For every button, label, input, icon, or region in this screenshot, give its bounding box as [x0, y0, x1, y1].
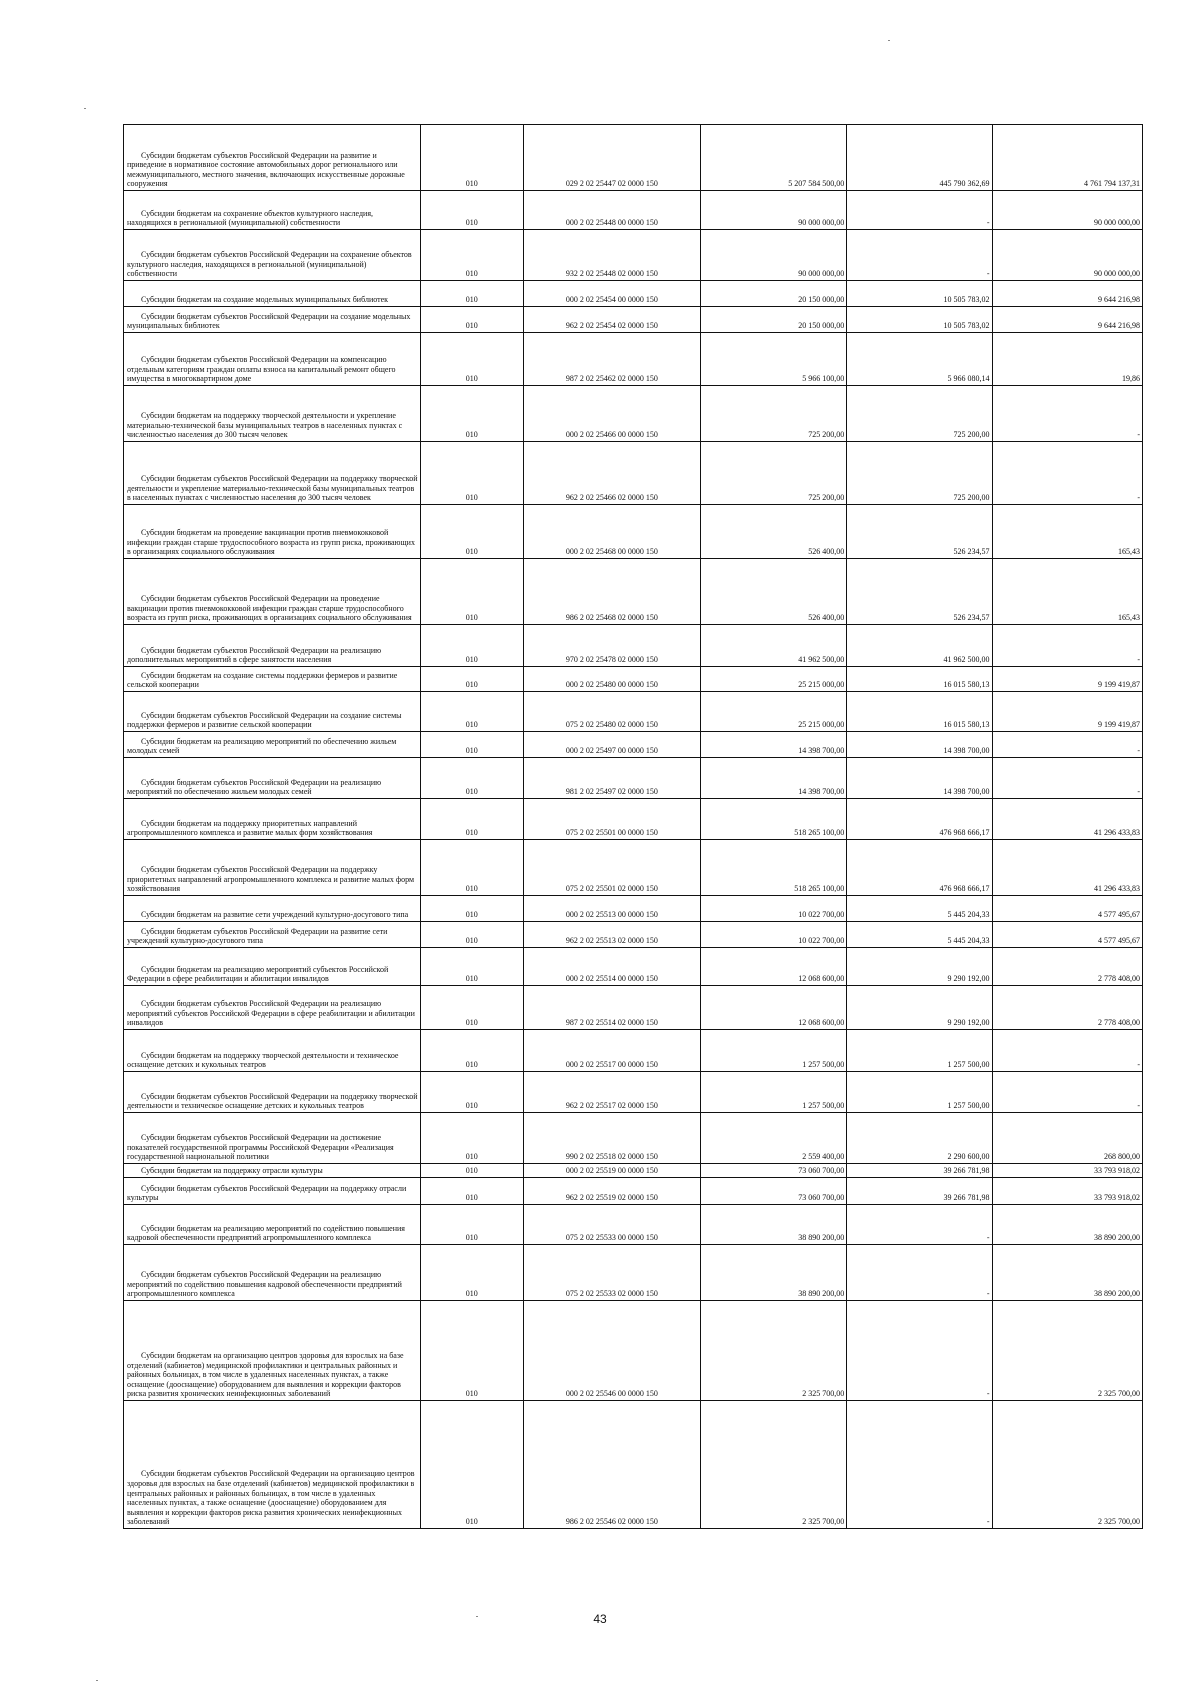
row-description: [124, 1030, 421, 1072]
row-description: [124, 758, 421, 799]
row-approved-amount: 12 068 600,00: [700, 986, 846, 1030]
row-code: 010: [420, 799, 523, 840]
row-description: [124, 1205, 421, 1245]
row-code: 010: [420, 442, 523, 505]
table-row: [124, 1205, 1143, 1245]
table-row: [124, 1301, 1143, 1401]
row-description-text: Субсидии бюджетам субъектов Российской Федерации на достижение показателей государственной программы Российской Федерации «Реализация государственной национальной политики: [127, 1133, 394, 1162]
table-row: [124, 333, 1143, 386]
row-approved-amount: 10 022 700,00: [700, 896, 846, 922]
row-code: 010: [420, 333, 523, 386]
budget-execution-table: [123, 124, 1143, 1529]
table-row: [124, 191, 1143, 230]
row-approved-amount: 10 022 700,00: [700, 922, 846, 948]
row-code: 010: [420, 505, 523, 559]
table-row: [124, 799, 1143, 840]
row-description: [124, 230, 421, 281]
row-approved-amount: 14 398 700,00: [700, 758, 846, 799]
row-description-text: Субсидии бюджетам субъектов Российской Федерации на компенсацию отдельным категориям граждан оплаты взноса на капитальный ремонт общего имущества в многоквартирном доме: [127, 355, 396, 384]
row-kbk-code: 000 2 02 25497 00 0000 150: [523, 732, 700, 758]
table-row: [124, 896, 1143, 922]
row-description-text: Субсидии бюджетам на поддержку приоритетных направлений агропромышленного комплекса и развитие малых форм хозяйствования: [127, 818, 373, 838]
row-description: [124, 1401, 421, 1529]
row-code: 010: [420, 307, 523, 333]
row-kbk-code: 990 2 02 25518 02 0000 150: [523, 1113, 700, 1164]
row-description: [124, 281, 421, 307]
row-code: 010: [420, 758, 523, 799]
row-executed-amount: 725 200,00: [847, 442, 992, 505]
row-unexecuted-amount: 4 577 495,67: [992, 896, 1142, 922]
row-kbk-code: 000 2 02 25517 00 0000 150: [523, 1030, 700, 1072]
row-unexecuted-amount: 41 296 433,83: [992, 840, 1142, 896]
table-row: [124, 505, 1143, 559]
row-approved-amount: 5 966 100,00: [700, 333, 846, 386]
row-description-text: Субсидии бюджетам на поддержку отрасли культуры: [141, 1166, 323, 1176]
row-approved-amount: 41 962 500,00: [700, 625, 846, 667]
row-kbk-code: 000 2 02 25546 00 0000 150: [523, 1301, 700, 1401]
row-kbk-code: 075 2 02 25501 02 0000 150: [523, 840, 700, 896]
row-description: [124, 559, 421, 625]
row-description: [124, 307, 421, 333]
row-description-text: Субсидии бюджетам на создание модельных муниципальных библиотек: [141, 295, 389, 305]
row-unexecuted-amount: 9 644 216,98: [992, 307, 1142, 333]
row-unexecuted-amount: 165,43: [992, 559, 1142, 625]
table-row: [124, 386, 1143, 442]
row-code: 010: [420, 948, 523, 986]
row-unexecuted-amount: -: [992, 1030, 1142, 1072]
row-description: [124, 986, 421, 1030]
row-executed-amount: -: [847, 230, 992, 281]
row-unexecuted-amount: 41 296 433,83: [992, 799, 1142, 840]
row-unexecuted-amount: 9 199 419,87: [992, 667, 1142, 692]
row-approved-amount: 25 215 000,00: [700, 667, 846, 692]
row-description-text: Субсидии бюджетам субъектов Российской Федерации на реализацию мероприятий по обеспечению жильем молодых семей: [127, 777, 382, 797]
row-unexecuted-amount: 9 199 419,87: [992, 692, 1142, 732]
row-code: 010: [420, 1113, 523, 1164]
table-row: [124, 1245, 1143, 1301]
row-description: [124, 922, 421, 948]
row-code: 010: [420, 191, 523, 230]
row-description: [124, 386, 421, 442]
row-executed-amount: 9 290 192,00: [847, 948, 992, 986]
row-description: [124, 1113, 421, 1164]
row-executed-amount: 1 257 500,00: [847, 1072, 992, 1113]
table-row: [124, 281, 1143, 307]
scan-speck: [96, 1680, 98, 1681]
row-approved-amount: 90 000 000,00: [700, 230, 846, 281]
row-kbk-code: 986 2 02 25546 02 0000 150: [523, 1401, 700, 1529]
row-description-text: Субсидии бюджетам на реализацию мероприятий по обеспечению жильем молодых семей: [127, 736, 397, 756]
row-unexecuted-amount: 9 644 216,98: [992, 281, 1142, 307]
row-unexecuted-amount: 33 793 918,02: [992, 1178, 1142, 1205]
row-unexecuted-amount: 90 000 000,00: [992, 191, 1142, 230]
row-code: 010: [420, 1401, 523, 1529]
row-kbk-code: 962 2 02 25519 02 0000 150: [523, 1178, 700, 1205]
row-description-text: Субсидии бюджетам субъектов Российской Федерации на создание системы поддержки фермеров и развитие сельской кооперации: [127, 710, 402, 730]
row-kbk-code: 029 2 02 25447 02 0000 150: [523, 125, 700, 191]
row-executed-amount: 476 968 666,17: [847, 799, 992, 840]
row-code: 010: [420, 230, 523, 281]
row-unexecuted-amount: 268 800,00: [992, 1113, 1142, 1164]
row-executed-amount: -: [847, 1301, 992, 1401]
table-row: [124, 692, 1143, 732]
row-executed-amount: 445 790 362,69: [847, 125, 992, 191]
row-executed-amount: 39 266 781,98: [847, 1178, 992, 1205]
row-description-text: Субсидии бюджетам субъектов Российской Федерации на поддержку отрасли культуры: [127, 1183, 407, 1203]
row-unexecuted-amount: -: [992, 1072, 1142, 1113]
row-executed-amount: 16 015 580,13: [847, 692, 992, 732]
row-description-text: Субсидии бюджетам субъектов Российской Федерации на реализацию мероприятий по содействию повышения кадровой обеспеченности предприятий агропромышленного комплекса: [127, 1270, 402, 1299]
row-executed-amount: 526 234,57: [847, 505, 992, 559]
row-code: 010: [420, 732, 523, 758]
table-row: [124, 1030, 1143, 1072]
table-row: [124, 732, 1143, 758]
row-unexecuted-amount: 38 890 200,00: [992, 1205, 1142, 1245]
row-approved-amount: 20 150 000,00: [700, 307, 846, 333]
row-kbk-code: 000 2 02 25466 00 0000 150: [523, 386, 700, 442]
row-executed-amount: -: [847, 1205, 992, 1245]
row-description-text: Субсидии бюджетам на поддержку творческой деятельности и укрепление материально-технической базы муниципальных театров в населенных пунктах с численностью населения до 300 тысяч человек: [127, 411, 403, 440]
row-description-text: Субсидии бюджетам на развитие сети учреждений культурно-досугового типа: [141, 910, 409, 920]
row-unexecuted-amount: 2 778 408,00: [992, 986, 1142, 1030]
table-row: [124, 986, 1143, 1030]
row-approved-amount: 518 265 100,00: [700, 840, 846, 896]
row-unexecuted-amount: 4 577 495,67: [992, 922, 1142, 948]
table-row: [124, 1113, 1143, 1164]
row-description: [124, 442, 421, 505]
row-kbk-code: 000 2 02 25454 00 0000 150: [523, 281, 700, 307]
table-row: [124, 1072, 1143, 1113]
row-code: 010: [420, 1245, 523, 1301]
row-approved-amount: 518 265 100,00: [700, 799, 846, 840]
row-unexecuted-amount: 90 000 000,00: [992, 230, 1142, 281]
row-description-text: Субсидии бюджетам на организацию центров здоровья для взрослых на базе отделений (кабинетов) медицинской профилактики и центральных районных и районных больницах, в том числе в удаленных населенных пунктах, а также оснащение (дооснащение) оборудованием для выявления и коррекции факторов риска развития хронических неинфекционных заболеваний: [127, 1351, 404, 1399]
row-approved-amount: 1 257 500,00: [700, 1072, 846, 1113]
row-code: 010: [420, 625, 523, 667]
row-code: 010: [420, 1030, 523, 1072]
row-executed-amount: 2 290 600,00: [847, 1113, 992, 1164]
row-unexecuted-amount: 38 890 200,00: [992, 1245, 1142, 1301]
row-code: 010: [420, 922, 523, 948]
row-description-text: Субсидии бюджетам субъектов Российской Федерации на поддержку творческой деятельности и укрепление материально-технической базы муниципальных театров в населенных пунктах с численностью населения до 300 тысяч человек: [127, 474, 418, 503]
row-approved-amount: 526 400,00: [700, 505, 846, 559]
row-kbk-code: 075 2 02 25533 02 0000 150: [523, 1245, 700, 1301]
row-code: 010: [420, 667, 523, 692]
row-unexecuted-amount: -: [992, 386, 1142, 442]
row-code: 010: [420, 840, 523, 896]
row-approved-amount: 73 060 700,00: [700, 1178, 846, 1205]
row-kbk-code: 962 2 02 25517 02 0000 150: [523, 1072, 700, 1113]
row-description-text: Субсидии бюджетам субъектов Российской Федерации на развитие и приведение в нормативное состояние автомобильных дорог регионального или межмуниципального, местного значения, включающих искусственные дорожные сооружения: [127, 150, 405, 189]
row-executed-amount: 526 234,57: [847, 559, 992, 625]
row-description-text: Субсидии бюджетам на создание системы поддержки фермеров и развитие сельской кооперации: [127, 670, 398, 690]
row-description-text: Субсидии бюджетам субъектов Российской Федерации на организацию центров здоровья для взрослых на базе отделений (кабинетов) медицинской профилактики в центральных районных и районных больницах, в том числе в удаленных населенных пунктах, а также оснащение (дооснащение) оборудованием для выявления и коррекции факторов риска развития хронических неинфекционных заболеваний: [127, 1469, 415, 1527]
row-unexecuted-amount: -: [992, 442, 1142, 505]
row-description-text: Субсидии бюджетам на поддержку творческой деятельности и техническое оснащение детских и кукольных театров: [127, 1050, 399, 1070]
row-executed-amount: -: [847, 1245, 992, 1301]
row-approved-amount: 38 890 200,00: [700, 1205, 846, 1245]
row-unexecuted-amount: 4 761 794 137,31: [992, 125, 1142, 191]
row-code: 010: [420, 386, 523, 442]
row-code: 010: [420, 986, 523, 1030]
row-approved-amount: 526 400,00: [700, 559, 846, 625]
row-kbk-code: 987 2 02 25462 02 0000 150: [523, 333, 700, 386]
table-row: [124, 1164, 1143, 1178]
row-executed-amount: 476 968 666,17: [847, 840, 992, 896]
table-row: [124, 125, 1143, 191]
row-description-text: Субсидии бюджетам субъектов Российской Федерации на поддержку приоритетных направлений агропромышленного комплекса и развитие малых форм хозяйствования: [127, 865, 415, 894]
row-unexecuted-amount: 33 793 918,02: [992, 1164, 1142, 1178]
row-code: 010: [420, 1205, 523, 1245]
row-description-text: Субсидии бюджетам субъектов Российской Федерации на сохранение объектов культурного наследия, находящихся в региональной (муниципальной) собственности: [127, 250, 412, 279]
row-executed-amount: 10 505 783,02: [847, 307, 992, 333]
row-description: [124, 732, 421, 758]
row-executed-amount: 725 200,00: [847, 386, 992, 442]
row-kbk-code: 986 2 02 25468 02 0000 150: [523, 559, 700, 625]
row-executed-amount: 41 962 500,00: [847, 625, 992, 667]
row-code: 010: [420, 1178, 523, 1205]
row-code: 010: [420, 281, 523, 307]
row-kbk-code: 981 2 02 25497 02 0000 150: [523, 758, 700, 799]
row-description-text: Субсидии бюджетам субъектов Российской Федерации на поддержку творческой деятельности и техническое оснащение детских и кукольных театров: [127, 1091, 418, 1111]
row-executed-amount: -: [847, 191, 992, 230]
row-code: 010: [420, 1164, 523, 1178]
row-description-text: Субсидии бюджетам субъектов Российской Федерации на развитие сети учреждений культурно-досугового типа: [127, 926, 388, 946]
row-approved-amount: 14 398 700,00: [700, 732, 846, 758]
table-row: [124, 948, 1143, 986]
row-description: [124, 1072, 421, 1113]
table-row: [124, 758, 1143, 799]
row-unexecuted-amount: 2 778 408,00: [992, 948, 1142, 986]
row-description-text: Субсидии бюджетам субъектов Российской Федерации на реализацию дополнительных мероприятий в сфере занятости населения: [127, 645, 382, 665]
row-kbk-code: 970 2 02 25478 02 0000 150: [523, 625, 700, 667]
scan-speck: [476, 1616, 478, 1617]
row-kbk-code: 075 2 02 25533 00 0000 150: [523, 1205, 700, 1245]
row-description-text: Субсидии бюджетам субъектов Российской Федерации на реализацию мероприятий субъектов Российской Федерации в сфере реабилитации и абилитации инвалидов: [127, 999, 415, 1028]
row-executed-amount: 14 398 700,00: [847, 758, 992, 799]
row-kbk-code: 075 2 02 25501 00 0000 150: [523, 799, 700, 840]
row-description-text: Субсидии бюджетам на реализацию мероприятий по содействию повышения кадровой обеспеченности предприятий агропромышленного комплекса: [127, 1223, 405, 1243]
row-description: [124, 896, 421, 922]
row-description: [124, 625, 421, 667]
row-kbk-code: 000 2 02 25448 00 0000 150: [523, 191, 700, 230]
row-kbk-code: 075 2 02 25480 02 0000 150: [523, 692, 700, 732]
row-approved-amount: 38 890 200,00: [700, 1245, 846, 1301]
row-description: [124, 692, 421, 732]
table-row: [124, 1401, 1143, 1529]
row-kbk-code: 932 2 02 25448 02 0000 150: [523, 230, 700, 281]
row-code: 010: [420, 896, 523, 922]
row-description: [124, 667, 421, 692]
table-row: [124, 1178, 1143, 1205]
row-description: [124, 1164, 421, 1178]
table-row: [124, 307, 1143, 333]
row-kbk-code: 962 2 02 25454 02 0000 150: [523, 307, 700, 333]
row-description-text: Субсидии бюджетам субъектов Российской Федерации на создание модельных муниципальных библиотек: [127, 311, 411, 331]
row-description: [124, 799, 421, 840]
row-unexecuted-amount: 19,86: [992, 333, 1142, 386]
row-approved-amount: 725 200,00: [700, 442, 846, 505]
row-approved-amount: 20 150 000,00: [700, 281, 846, 307]
row-executed-amount: 10 505 783,02: [847, 281, 992, 307]
row-unexecuted-amount: -: [992, 732, 1142, 758]
row-kbk-code: 000 2 02 25480 00 0000 150: [523, 667, 700, 692]
table-row: [124, 625, 1143, 667]
row-unexecuted-amount: 2 325 700,00: [992, 1301, 1142, 1401]
row-unexecuted-amount: 2 325 700,00: [992, 1401, 1142, 1529]
table-row: [124, 442, 1143, 505]
row-approved-amount: 2 325 700,00: [700, 1301, 846, 1401]
row-kbk-code: 000 2 02 25514 00 0000 150: [523, 948, 700, 986]
row-approved-amount: 725 200,00: [700, 386, 846, 442]
row-unexecuted-amount: -: [992, 758, 1142, 799]
row-executed-amount: 16 015 580,13: [847, 667, 992, 692]
row-code: 010: [420, 125, 523, 191]
row-executed-amount: 39 266 781,98: [847, 1164, 992, 1178]
row-code: 010: [420, 692, 523, 732]
row-executed-amount: -: [847, 1401, 992, 1529]
row-description-text: Субсидии бюджетам на сохранение объектов культурного наследия, находящихся в региональной (муниципальной) собственности: [127, 208, 374, 228]
row-description: [124, 840, 421, 896]
table-row: [124, 230, 1143, 281]
row-description: [124, 1178, 421, 1205]
row-approved-amount: 12 068 600,00: [700, 948, 846, 986]
row-unexecuted-amount: -: [992, 625, 1142, 667]
row-executed-amount: 5 445 204,33: [847, 922, 992, 948]
scan-speck: [84, 108, 86, 109]
row-executed-amount: 14 398 700,00: [847, 732, 992, 758]
row-executed-amount: 5 966 080,14: [847, 333, 992, 386]
row-description: [124, 1245, 421, 1301]
row-executed-amount: 5 445 204,33: [847, 896, 992, 922]
row-description-text: Субсидии бюджетам на реализацию мероприятий субъектов Российской Федерации в сфере реабилитации и абилитации инвалидов: [127, 964, 389, 984]
row-description: [124, 125, 421, 191]
row-code: 010: [420, 1301, 523, 1401]
row-description: [124, 191, 421, 230]
row-executed-amount: 9 290 192,00: [847, 986, 992, 1030]
page-number: 43: [593, 1612, 607, 1626]
row-kbk-code: 000 2 02 25468 00 0000 150: [523, 505, 700, 559]
row-approved-amount: 1 257 500,00: [700, 1030, 846, 1072]
row-code: 010: [420, 1072, 523, 1113]
table-row: [124, 922, 1143, 948]
row-code: 010: [420, 559, 523, 625]
row-description: [124, 333, 421, 386]
row-kbk-code: 000 2 02 25513 00 0000 150: [523, 896, 700, 922]
row-executed-amount: 1 257 500,00: [847, 1030, 992, 1072]
table-row: [124, 840, 1143, 896]
row-kbk-code: 000 2 02 25519 00 0000 150: [523, 1164, 700, 1178]
row-approved-amount: 73 060 700,00: [700, 1164, 846, 1178]
table-row: [124, 667, 1143, 692]
row-unexecuted-amount: 165,43: [992, 505, 1142, 559]
row-description: [124, 505, 421, 559]
scan-speck: [888, 40, 890, 41]
row-kbk-code: 987 2 02 25514 02 0000 150: [523, 986, 700, 1030]
row-kbk-code: 962 2 02 25513 02 0000 150: [523, 922, 700, 948]
row-approved-amount: 2 325 700,00: [700, 1401, 846, 1529]
row-description: [124, 1301, 421, 1401]
row-description-text: Субсидии бюджетам на проведение вакцинации против пневмококковой инфекции граждан старше трудоспособного возраста из групп риска, проживающих в организациях социального обслуживания: [127, 528, 415, 557]
table-row: [124, 559, 1143, 625]
row-approved-amount: 2 559 400,00: [700, 1113, 846, 1164]
row-approved-amount: 5 207 584 500,00: [700, 125, 846, 191]
row-description: [124, 948, 421, 986]
row-kbk-code: 962 2 02 25466 02 0000 150: [523, 442, 700, 505]
row-approved-amount: 90 000 000,00: [700, 191, 846, 230]
row-description-text: Субсидии бюджетам субъектов Российской Федерации на проведение вакцинации против пневмококковой инфекции граждан старше трудоспособного возраста из групп риска, проживающих в организациях социального обслуживания: [127, 594, 412, 623]
row-approved-amount: 25 215 000,00: [700, 692, 846, 732]
